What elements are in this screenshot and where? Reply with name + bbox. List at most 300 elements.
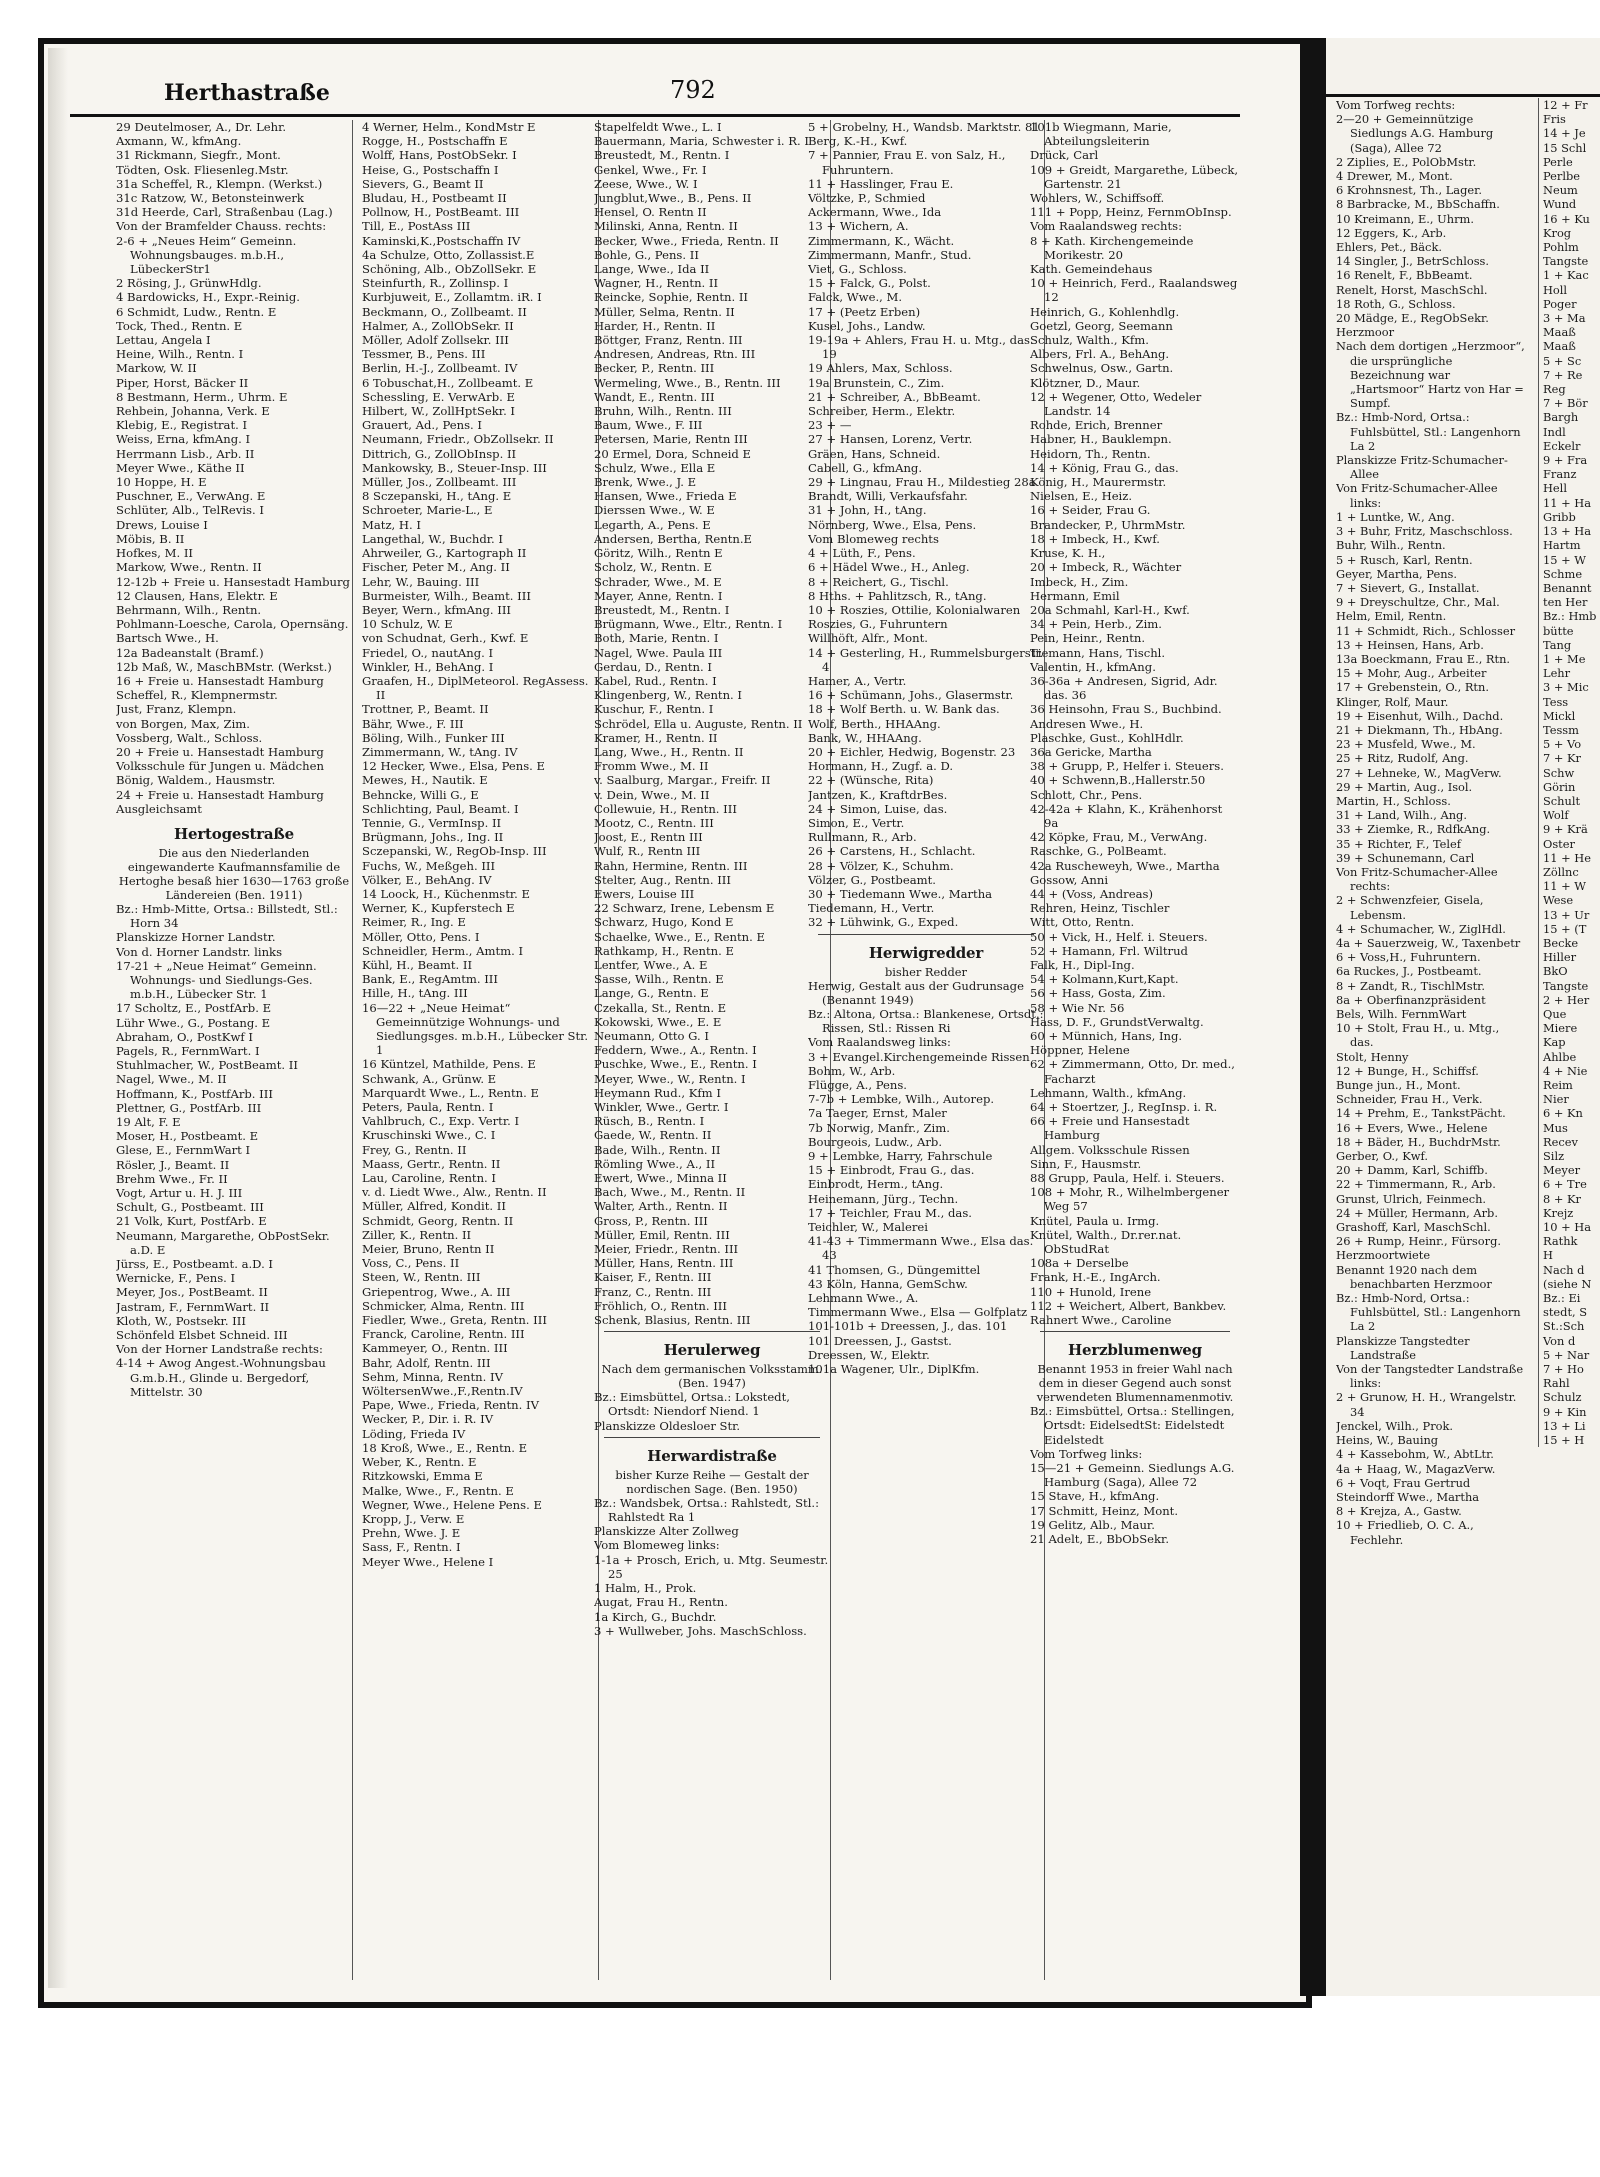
directory-entry: Tiedemann, H., Vertr. xyxy=(808,901,935,916)
directory-entry: Sczepanski, W., RegOb-Insp. III xyxy=(362,844,547,859)
directory-entry: Augat, Frau H., Rentn. xyxy=(594,1595,728,1610)
directory-entry: Kloth, W., Postsekr. III xyxy=(116,1313,246,1328)
directory-entry: Bartsch Wwe., H. xyxy=(116,631,219,646)
directory-entry: Hormann, H., Zugf. a. D. xyxy=(808,759,954,774)
directory-entry: v. Saalburg, Margar., Freifr. II xyxy=(594,773,771,788)
directory-entry: Neumann, Friedr., ObZollsekr. II xyxy=(362,432,554,447)
directory-entry: 6a Ruckes, J., Postbeamt. xyxy=(1336,964,1482,979)
street-history-note: bisher Kurze Reihe — Gestalt der nordischen Sage. (Ben. 1950) xyxy=(615,1467,809,1496)
directory-entry: 22 Schwarz, Irene, Lebensm E xyxy=(594,901,775,916)
directory-entry: 13 + Heinsen, Hans, Arb. xyxy=(1336,637,1484,652)
directory-entry: Vom Raalandsweg rechts: xyxy=(1030,219,1183,234)
directory-entry: 9 + Fra xyxy=(1543,453,1588,468)
directory-entry: 54 + Kolmann,Kurt,Kapt. xyxy=(1030,972,1179,987)
directory-entry: 38 + Grupp, P., Helfer i. Steuers. xyxy=(1030,759,1224,774)
directory-entry: 8 + Kr xyxy=(1543,1191,1581,1206)
facing-page xyxy=(1326,38,1600,1996)
entry-list xyxy=(116,902,352,1399)
directory-entry: Beckmann, O., Zollbeamt. II xyxy=(362,304,527,319)
directory-entry: Meyer Wwe., Helene I xyxy=(362,1554,494,1569)
directory-entry: Bz.: Eimsbüttel, Ortsa.: Lokstedt, Ortsdt: Niendorf Niend. 1 xyxy=(594,1390,790,1419)
directory-entry: Brandecker, P., UhrmMstr. xyxy=(1030,517,1186,532)
directory-entry: 23 + — xyxy=(808,418,852,433)
directory-entry: Gaede, W., Rentn. II xyxy=(594,1128,712,1143)
directory-entry: 26 + Carstens, H., Schlacht. xyxy=(808,844,976,859)
directory-entry: 58 + Wie Nr. 56 xyxy=(1030,1000,1125,1015)
street-title: Herwardistraße xyxy=(647,1446,777,1465)
directory-entry: Vom Torfweg rechts: xyxy=(1336,98,1456,112)
directory-entry: 50 + Vick, H., Helf. i. Steuers. xyxy=(1030,929,1208,944)
directory-entry: Frank, H.-E., IngArch. xyxy=(1030,1270,1161,1285)
directory-entry: 10 + Friedlieb, O. C. A., Fechlehr. xyxy=(1336,1518,1474,1547)
directory-entry: Markow, Wwe., Rentn. II xyxy=(116,560,262,575)
directory-entry: 42a Ruscheweyh, Wwe., Martha xyxy=(1030,858,1220,873)
directory-entry: Petersen, Marie, Rentn III xyxy=(594,432,748,447)
column-3 xyxy=(594,120,831,1980)
directory-entry: Simon, E., Vertr. xyxy=(808,815,905,830)
street-title: Herwigredder xyxy=(868,943,984,962)
directory-entry: Fuchs, W., Meßgeh. III xyxy=(362,858,496,873)
directory-entry: Lehmann Wwe., A. xyxy=(808,1291,919,1306)
directory-entry: BkO xyxy=(1543,964,1568,979)
directory-entry: 6 Krohnsnest, Th., Lager. xyxy=(1336,183,1482,198)
street-history-note: Benannt 1953 in freier Wahl nach dem in dieser Gegend auch sonst verwendeten Blumennamenmotiv. xyxy=(1036,1362,1234,1405)
directory-entry: Hensel, O. Rentn II xyxy=(594,205,707,220)
directory-entry: 108 + Mohr, R., Wilhelmbergener Weg 57 xyxy=(1030,1185,1230,1214)
directory-entry: Geyer, Martha, Pens. xyxy=(1336,566,1457,581)
directory-entry: Baum, Wwe., F. III xyxy=(594,418,703,433)
directory-entry: Plettner, G., PostfArb. III xyxy=(116,1100,262,1115)
directory-entry: 20 Ermel, Dora, Schneid E xyxy=(594,446,751,461)
directory-entry: 4a + Haag, W., MagazVerw. xyxy=(1336,1461,1496,1476)
directory-entry: 21 + Diekmann, Th., HbAng. xyxy=(1336,722,1503,737)
directory-entry: 32 + Lühwink, G., Exped. xyxy=(808,915,959,930)
street-history-note: bisher Redder xyxy=(884,964,967,979)
directory-entry: Berg, K.-H., Kwf. xyxy=(808,134,908,149)
directory-entry: Kabel, Rud., Rentn. I xyxy=(594,673,717,688)
directory-entry: Schaelke, Wwe., E., Rentn. E xyxy=(594,929,765,944)
directory-entry: St.:Sch xyxy=(1543,1319,1585,1334)
directory-entry: Habner, H., Bauklempn. xyxy=(1030,432,1172,447)
page-gutter xyxy=(1300,38,1326,1996)
directory-entry: Maass, Gertr., Rentn. II xyxy=(362,1156,501,1171)
directory-entry: 12 + Bunge, H., Schiffsf. xyxy=(1336,1063,1479,1078)
directory-entry: 64 + Stoertzer, J., RegInsp. i. R. xyxy=(1030,1100,1218,1115)
directory-entry: Böling, Wilh., Funker III xyxy=(362,730,505,745)
directory-entry: 16 + Evers, Wwe., Helene xyxy=(1336,1120,1488,1135)
directory-entry: 42 Köpke, Frau, M., VerwAng. xyxy=(1030,830,1208,845)
directory-entry: 12a Badeanstalt (Bramf.) xyxy=(116,645,264,660)
directory-entry: Langethal, W., Buchdr. I xyxy=(362,531,504,546)
directory-entry: 4 + Lüth, F., Pens. xyxy=(808,546,916,561)
directory-entry: 22 + Timmermann, R., Arb. xyxy=(1336,1177,1496,1192)
directory-entry: Hofkes, M. II xyxy=(116,546,193,561)
directory-entry: Stuhlmacher, W., PostBeamt. II xyxy=(116,1058,298,1073)
directory-entry: 16—22 + „Neue Heimat“ Gemeinnützige Wohnungs- und Siedlungsges. m.b.H., Lübecker Str. 1 xyxy=(362,1000,589,1058)
directory-entry: 2 Rösing, J., GrünwHdlg. xyxy=(116,276,262,291)
directory-entry: 1 Halm, H., Prok. xyxy=(594,1581,697,1596)
directory-entry: Kath. Gemeindehaus xyxy=(1030,262,1153,277)
directory-entry: Müller, Hans, Rentn. III xyxy=(594,1256,734,1271)
directory-entry: Rahnert Wwe., Caroline xyxy=(1030,1313,1172,1328)
street-history-note: Die aus den Niederlanden eingewanderte Kaufmannsfamilie de Hertoghe besaß hier 1630—1763 große Ländereien (Ben. 1911) xyxy=(118,845,350,902)
directory-entry: 31 + John, H., tAng. xyxy=(808,503,927,518)
directory-entry: Walter, Arth., Rentn. II xyxy=(594,1199,728,1214)
directory-entry: 15 + W xyxy=(1543,552,1586,567)
directory-entry: Jastram, F., FernmWart. II xyxy=(116,1299,270,1314)
directory-entry: 12 Hecker, Wwe., Elsa, Pens. E xyxy=(362,759,545,774)
directory-entry: 4 + Schumacher, W., ZiglHdl. xyxy=(1336,921,1506,936)
directory-entry: Behncke, Willi G., E xyxy=(362,787,479,802)
directory-entry: 7 + Bör xyxy=(1543,396,1588,411)
directory-entry: Halmer, A., ZollObSekr. II xyxy=(362,318,514,333)
directory-entry: Bruhn, Wilh., Rentn. III xyxy=(594,404,732,419)
directory-entry: Jungblut,Wwe., B., Pens. II xyxy=(594,191,752,206)
directory-entry: Allgem. Volksschule Rissen xyxy=(1030,1142,1190,1157)
directory-entry: Schme xyxy=(1543,566,1583,581)
directory-entry: Timmermann Wwe., Elsa — Golfplatz xyxy=(808,1305,1028,1320)
directory-entry: Wund xyxy=(1543,197,1577,212)
directory-entry: 19a Brunstein, C., Zim. xyxy=(808,375,945,390)
street-title: Herulerweg xyxy=(663,1341,761,1360)
directory-entry: 15 + H xyxy=(1543,1433,1585,1448)
directory-entry: 35 + Richter, F., Telef xyxy=(1336,836,1462,851)
directory-entry: Brügmann, Johs., Ing. II xyxy=(362,830,504,845)
directory-entry: Falck, Wwe., M. xyxy=(808,290,903,305)
directory-entry: Scholz, W., Rentn. E xyxy=(594,560,713,575)
directory-entry: Görin xyxy=(1543,779,1576,794)
directory-entry: Kühl, H., Beamt. II xyxy=(362,957,473,972)
directory-entry: Planskizze Oldesloer Str. xyxy=(594,1418,741,1433)
directory-entry: Graafen, H., DiplMeteorol. RegAssess. II xyxy=(362,673,589,703)
directory-entry: Rösler, J., Beamt. II xyxy=(116,1157,230,1172)
directory-entry: Bank, W., HHAAng. xyxy=(808,730,922,745)
directory-entry: Schenk, Blasius, Rentn. III xyxy=(594,1313,751,1328)
directory-entry: 1-1a + Prosch, Erich, u. Mtg. Seumestr. 25 xyxy=(594,1552,829,1581)
directory-entry: 26 + Rump, Heinr., Fürsorg. xyxy=(1336,1234,1501,1249)
entry-list xyxy=(1030,120,1240,1327)
directory-entry: Benannt xyxy=(1543,580,1592,595)
directory-entry: Knütel, Paula u. Irmg. xyxy=(1030,1213,1160,1228)
directory-entry: Raschke, G., PolBeamt. xyxy=(1030,844,1167,859)
directory-entry: 5 + Vo xyxy=(1543,737,1582,752)
directory-entry: Lehr, W., Bauing. III xyxy=(362,574,480,589)
directory-entry: Heidorn, Th., Rentn. xyxy=(1030,446,1151,461)
directory-entry: 10 + Stolt, Frau H., u. Mtg., das. xyxy=(1336,1021,1500,1050)
directory-entry: Reincke, Sophie, Rentn. II xyxy=(594,290,748,305)
directory-entry: Kammeyer, O., Rentn. III xyxy=(362,1341,508,1356)
directory-entry: Brenk, Wwe., J. E xyxy=(594,475,697,490)
directory-entry: Krejz xyxy=(1543,1205,1574,1220)
directory-entry: 17 + Teichler, Frau M., das. xyxy=(808,1205,972,1220)
directory-entry: 13 + Li xyxy=(1543,1418,1586,1433)
directory-entry: Vossberg, Walt., Schloss. xyxy=(116,730,263,745)
directory-entry: 8 Barbracke, M., BbSchaffn. xyxy=(1336,197,1500,212)
directory-entry: 19-19a + Ahlers, Frau H. u. Mtg., das. 19 xyxy=(808,333,1034,362)
directory-entry: 109 + Greidt, Margarethe, Lübeck, Gartenstr. 21 xyxy=(1030,162,1239,191)
directory-entry: Grashoff, Karl, MaschSchl. xyxy=(1336,1220,1491,1235)
column-2 xyxy=(362,120,599,1980)
directory-entry: Dittrich, G., ZollObInsp. II xyxy=(362,446,517,461)
directory-entry: 21 Volk, Kurt, PostfArb. E xyxy=(116,1214,267,1229)
directory-entry: Till, E., PostAss III xyxy=(362,219,471,234)
directory-entry: Zimmermann, Manfr., Stud. xyxy=(808,247,972,262)
directory-entry: Tessmer, B., Pens. III xyxy=(362,347,486,362)
directory-entry: 66 + Freie und Hansestadt Hamburg xyxy=(1030,1114,1190,1143)
directory-entry: v. d. Liedt Wwe., Alw., Rentn. II xyxy=(362,1185,547,1200)
directory-entry: Czekalla, St., Rentn. E xyxy=(594,1000,727,1015)
directory-entry: 36a Gericke, Martha xyxy=(1030,744,1152,759)
directory-entry: 16 + Freie u. Hansestadt Hamburg xyxy=(116,673,324,688)
directory-entry: Lau, Caroline, Rentn. I xyxy=(362,1171,497,1186)
directory-entry: Heise, G., Postschaffn I xyxy=(362,162,499,177)
directory-entry: 39 + Schunemann, Carl xyxy=(1336,850,1475,865)
directory-entry: Ahrweiler, G., Kartograph II xyxy=(362,546,527,561)
directory-entry: 8 Sczepanski, H., tAng. E xyxy=(362,489,512,504)
directory-entry: Schult, G., Postbeamt. III xyxy=(116,1200,264,1215)
directory-entry: 24 + Freie u. Hansestadt Hamburg xyxy=(116,787,324,802)
directory-entry: Krog xyxy=(1543,225,1572,240)
directory-entry: Schmicker, Alma, Rentn. III xyxy=(362,1298,525,1313)
directory-entry: 7 + Re xyxy=(1543,367,1583,382)
directory-entry: 9 + Lembke, Harry, Fahrschule xyxy=(808,1149,993,1164)
directory-entry: Nörnberg, Wwe., Elsa, Pens. xyxy=(808,517,977,532)
directory-entry: Tangste xyxy=(1543,978,1589,993)
directory-entry: Mankowsky, B., Steuer-Insp. III xyxy=(362,460,547,475)
directory-entry: Valentin, H., kfmAng. xyxy=(1030,659,1156,674)
street-sections xyxy=(594,1331,830,1638)
directory-entry: Harder, H., Rentn. II xyxy=(594,318,716,333)
directory-entry: Bank, E., RegAmtm. III xyxy=(362,972,498,987)
directory-entry: Albers, Frl. A., BehAng. xyxy=(1030,347,1170,362)
directory-entry: Bargh xyxy=(1543,410,1579,425)
street-history-note: Nach dem germanischen Volksstamm. (Ben. 1947) xyxy=(601,1362,823,1391)
directory-entry: 36 Heinsohn, Frau S., Buchbind. xyxy=(1030,702,1222,717)
directory-entry: Bz.: Ei xyxy=(1543,1291,1581,1306)
directory-entry: 3 + Buhr, Fritz, Maschschloss. xyxy=(1336,524,1513,539)
directory-entry: Maaß xyxy=(1543,339,1576,354)
directory-entry: Klötzner, D., Maur. xyxy=(1030,375,1141,390)
directory-entry: Schlichting, Paul, Beamt. I xyxy=(362,801,519,816)
directory-entry: Mus xyxy=(1543,1120,1568,1135)
directory-entry: Tess xyxy=(1543,694,1569,709)
directory-entry: Sass, F., Rentn. I xyxy=(362,1540,461,1555)
directory-entry: 20 Mädge, E., RegObSekr. xyxy=(1336,311,1489,326)
directory-entry: 5 + Nar xyxy=(1543,1347,1590,1362)
directory-entry: 16 + Ku xyxy=(1543,211,1590,226)
directory-entry: Benannt 1920 nach dem benachbarten Herzmoor xyxy=(1336,1262,1492,1291)
directory-entry: Steindorff Wwe., Martha xyxy=(1336,1489,1480,1504)
directory-entry: Nach dem dortigen „Herzmoor“, die ursprüngliche Bezeichnung war „Hartsmoor“ Hartz von Har = Sumpf. xyxy=(1336,339,1525,411)
directory-entry: Lange, G., Rentn. E xyxy=(594,986,709,1001)
directory-entry: Schwelnus, Osw., Gartn. xyxy=(1030,361,1174,376)
directory-entry: Fröhlich, O., Rentn. III xyxy=(594,1298,727,1313)
directory-entry: Schulz, Wwe., Ella E xyxy=(594,460,716,475)
directory-entry: Wernicke, F., Pens. I xyxy=(116,1271,236,1286)
directory-entry: Wulf, R., Rentn III xyxy=(594,844,701,859)
directory-entry: 31a Scheffel, R., Klempn. (Werkst.) xyxy=(116,176,323,191)
directory-entry: Hermann, Emil xyxy=(1030,588,1120,603)
directory-entry: 24 + Simon, Luise, das. xyxy=(808,801,948,816)
directory-entry: 8a + Oberfinanzpräsident xyxy=(1336,992,1486,1007)
directory-entry: Wolff, Hans, PostObSekr. I xyxy=(362,148,517,163)
directory-entry: 14 + König, Frau G., das. xyxy=(1030,460,1179,475)
directory-entry: 20 + Eichler, Hedwig, Bogenstr. 23 xyxy=(808,744,1016,759)
directory-entry: Meier, Friedr., Rentn. III xyxy=(594,1242,739,1257)
directory-entry: Hiller xyxy=(1543,950,1577,965)
directory-entry: Wolf xyxy=(1543,808,1569,823)
directory-entry: 9 + Dreyschultze, Chr., Mal. xyxy=(1336,595,1500,610)
directory-entry: 22 + (Wünsche, Rita) xyxy=(808,773,934,788)
entry-list xyxy=(808,120,1044,930)
directory-entry: Planskizze Alter Zollweg xyxy=(594,1524,739,1539)
directory-entry: Kokowski, Wwe., E. E xyxy=(594,1014,722,1029)
directory-entry: Peters, Paula, Rentn. I xyxy=(362,1100,494,1115)
directory-entry: Bohm, W., Arb. xyxy=(808,1063,896,1078)
directory-entry: Müller, Jos., Zollbeamt. III xyxy=(362,475,517,490)
directory-entry: Roszies, G., Fuhruntern xyxy=(808,617,948,632)
directory-entry: Brehm Wwe., Fr. II xyxy=(116,1171,228,1186)
directory-entry: Grunst, Ulrich, Feinmech. xyxy=(1336,1191,1487,1206)
directory-entry: 8 Bestmann, Herm., Uhrm. E xyxy=(116,389,288,404)
directory-entry: 27 + Lehneke, W., MagVerw. xyxy=(1336,765,1502,780)
street-title: Herzblumenweg xyxy=(1068,1341,1202,1360)
directory-entry: Rathk xyxy=(1543,1234,1578,1249)
directory-entry: Löding, Frieda IV xyxy=(362,1426,466,1441)
directory-entry: Pohlmann-Loesche, Carola, Opernsäng. xyxy=(116,617,349,632)
directory-entry: 21 Adelt, E., BbObSekr. xyxy=(1030,1532,1169,1547)
directory-entry: 23 + Musfeld, Wwe., M. xyxy=(1336,737,1476,752)
directory-entry: Reimer, R., Ing. E xyxy=(362,915,466,930)
directory-entry: 8 + Krejza, A., Gastw. xyxy=(1336,1504,1462,1519)
directory-entry: Fischer, Peter M., Ang. II xyxy=(362,560,510,575)
directory-entry: Schrader, Wwe., M. E xyxy=(594,574,722,589)
directory-entry: Steen, W., Rentn. III xyxy=(362,1270,481,1285)
directory-entry: Franz, C., Rentn. III xyxy=(594,1284,712,1299)
directory-entry: 101 Dreessen, J., Gastst. xyxy=(808,1333,952,1348)
directory-entry: (siehe N xyxy=(1543,1276,1592,1291)
directory-entry: 18 + Imbeck, H., Kwf. xyxy=(1030,531,1160,546)
directory-entry: 19 Ahlers, Max, Schloss. xyxy=(808,361,953,376)
directory-entry: Oster xyxy=(1543,836,1575,851)
directory-entry: Kruschinski Wwe., C. I xyxy=(362,1128,496,1143)
section-divider xyxy=(818,934,1034,935)
directory-entry: Stolt, Henny xyxy=(1336,1049,1409,1064)
directory-entry: Moser, H., Postbeamt. E xyxy=(116,1129,259,1144)
directory-entry: 5 + Grobelny, H., Wandsb. Marktstr. 81 xyxy=(808,120,1040,134)
page-number: 792 xyxy=(670,76,716,104)
directory-entry: Nier xyxy=(1543,1092,1569,1107)
directory-entry: Pape, Wwe., Frieda, Rentn. IV xyxy=(362,1398,539,1413)
directory-entry: 10 Schulz, W. E xyxy=(362,617,453,632)
directory-entry: 8 + Kath. Kirchengemeinde Morikestr. 20 xyxy=(1030,233,1194,262)
street-title: Hertogestraße xyxy=(174,824,294,843)
directory-entry: Wohlers, W., Schiffsoff. xyxy=(1030,191,1165,206)
directory-entry: Reim xyxy=(1543,1078,1573,1093)
entry-list xyxy=(362,120,598,1569)
directory-entry: Bz.: Altona, Ortsa.: Blankenese, Ortsdt.: Rissen, Stl.: Rissen Ri xyxy=(808,1006,1044,1036)
directory-entry: Bludau, H., Postbeamt II xyxy=(362,191,507,206)
directory-entry: Bohle, G., Pens. II xyxy=(594,247,699,262)
directory-entry: Imbeck, H., Zim. xyxy=(1030,574,1129,589)
directory-entry: 42-42a + Klahn, K., Krähenhorst 9a xyxy=(1030,801,1223,830)
directory-entry: Feddern, Wwe., A., Rentn. I xyxy=(594,1043,757,1058)
directory-entry: Poger xyxy=(1543,296,1577,311)
directory-entry: Bähr, Wwe., F. III xyxy=(362,716,464,731)
directory-entry: 29 + Lingnau, Frau H., Mildestieg 28a xyxy=(808,475,1036,490)
directory-entry: Rüsch, B., Rentn. I xyxy=(594,1114,705,1129)
directory-entry: Markow, W. II xyxy=(116,361,197,376)
directory-entry: Dierssen Wwe., W. E xyxy=(594,503,715,518)
directory-entry: Zimmermann, W., tAng. IV xyxy=(362,744,518,759)
directory-entry: Werner, K., Kupferstech E xyxy=(362,901,515,916)
directory-entry: stedt, S xyxy=(1543,1305,1588,1320)
directory-entry: Fromm Wwe., M. II xyxy=(594,759,709,774)
directory-entry: Heins, W., Bauing xyxy=(1336,1433,1439,1448)
directory-entry: Winkler, H., BehAng. I xyxy=(362,659,494,674)
directory-entry: 11 + He xyxy=(1543,850,1591,865)
directory-entry: Helm, Emil, Rentn. xyxy=(1336,609,1447,624)
directory-entry: 10 Kreimann, E., Uhrm. xyxy=(1336,211,1474,226)
directory-entry: 1 + Luntke, W., Ang. xyxy=(1336,509,1455,524)
facing-page-rule xyxy=(1326,94,1600,97)
directory-entry: 18 + Bäder, H., BuchdrMstr. xyxy=(1336,1134,1501,1149)
directory-entry: Mickl xyxy=(1543,708,1576,723)
directory-entry: 56 + Hass, Gosta, Zim. xyxy=(1030,986,1166,1001)
directory-entry: Beyer, Wern., kfmAng. III xyxy=(362,602,512,617)
directory-entry: Bade, Wilh., Rentn. II xyxy=(594,1142,721,1157)
directory-entry: H xyxy=(1543,1248,1553,1263)
directory-entry: Milinski, Anna, Rentn. II xyxy=(594,219,738,234)
directory-entry: Tödten, Osk. Fliesenleg.Mstr. xyxy=(116,162,289,177)
directory-entry: 6 + Kn xyxy=(1543,1106,1583,1121)
directory-entry: Kaiser, F., Rentn. III xyxy=(594,1270,712,1285)
directory-entry: Puschke, Wwe., E., Rentn. I xyxy=(594,1057,757,1072)
directory-entry: 13 + Wichern, A. xyxy=(808,219,909,234)
section-divider xyxy=(604,1331,820,1332)
directory-entry: Tangste xyxy=(1543,254,1589,269)
directory-entry: Wermeling, Wwe., B., Rentn. III xyxy=(594,375,781,390)
directory-entry: 34 + Pein, Herb., Zim. xyxy=(1030,617,1162,632)
directory-entry: 2 + Grunow, H. H., Wrangelstr. 34 xyxy=(1336,1390,1517,1419)
directory-entry: 6 Tobuschat,H., Zollbeamt. E xyxy=(362,375,534,390)
directory-entry: Kramer, H., Rentn. II xyxy=(594,730,718,745)
directory-entry: Hamer, A., Vertr. xyxy=(808,673,907,688)
directory-entry: 112 + Weichert, Albert, Bankbev. xyxy=(1030,1298,1227,1313)
directory-entry: Bz.: Eimsbüttel, Ortsa.: Stellingen, Ortsdt: EidelsedtSt: Eidelstedt Eidelstedt xyxy=(1030,1404,1235,1447)
directory-entry: Martin, H., Schloss. xyxy=(1336,793,1451,808)
directory-entry: Schwank, A., Grünw. E xyxy=(362,1071,497,1086)
directory-entry: 4-14 + Awog Angest.-Wohnungsbau G.m.b.H., Glinde u. Bergedorf, Mittelstr. 30 xyxy=(116,1356,326,1399)
directory-entry: Eckelr xyxy=(1543,438,1581,453)
directory-entry: 7 + Pannier, Frau E. von Salz, H., Fuhruntern. xyxy=(808,148,1006,177)
directory-entry: 31c Ratzow, W., Betonsteinwerk xyxy=(116,191,304,206)
directory-entry: Gerber, O., Kwf. xyxy=(1336,1149,1428,1164)
directory-entry: Müller, Selma, Rentn. II xyxy=(594,304,735,319)
directory-entry: Fris xyxy=(1543,112,1566,127)
directory-entry: Wolf, Berth., HHAAng. xyxy=(808,716,941,731)
directory-entry: Burmeister, Wilh., Beamt. III xyxy=(362,588,531,603)
directory-entry: Pollnow, H., PostBeamt. III xyxy=(362,205,520,220)
directory-entry: 3 + Mic xyxy=(1543,680,1589,695)
directory-entry: 44 + (Voss, Andreas) xyxy=(1030,886,1153,901)
directory-entry: König, H., Maurermstr. xyxy=(1030,475,1167,490)
directory-entry: Lühr Wwe., G., Postang. E xyxy=(116,1015,271,1030)
directory-entry: Stapelfeldt Wwe., L. I xyxy=(594,120,722,134)
directory-entry: 41 Thomsen, G., Düngemittel xyxy=(808,1262,981,1277)
column-4 xyxy=(808,120,1045,1980)
directory-entry: Wese xyxy=(1543,893,1574,908)
